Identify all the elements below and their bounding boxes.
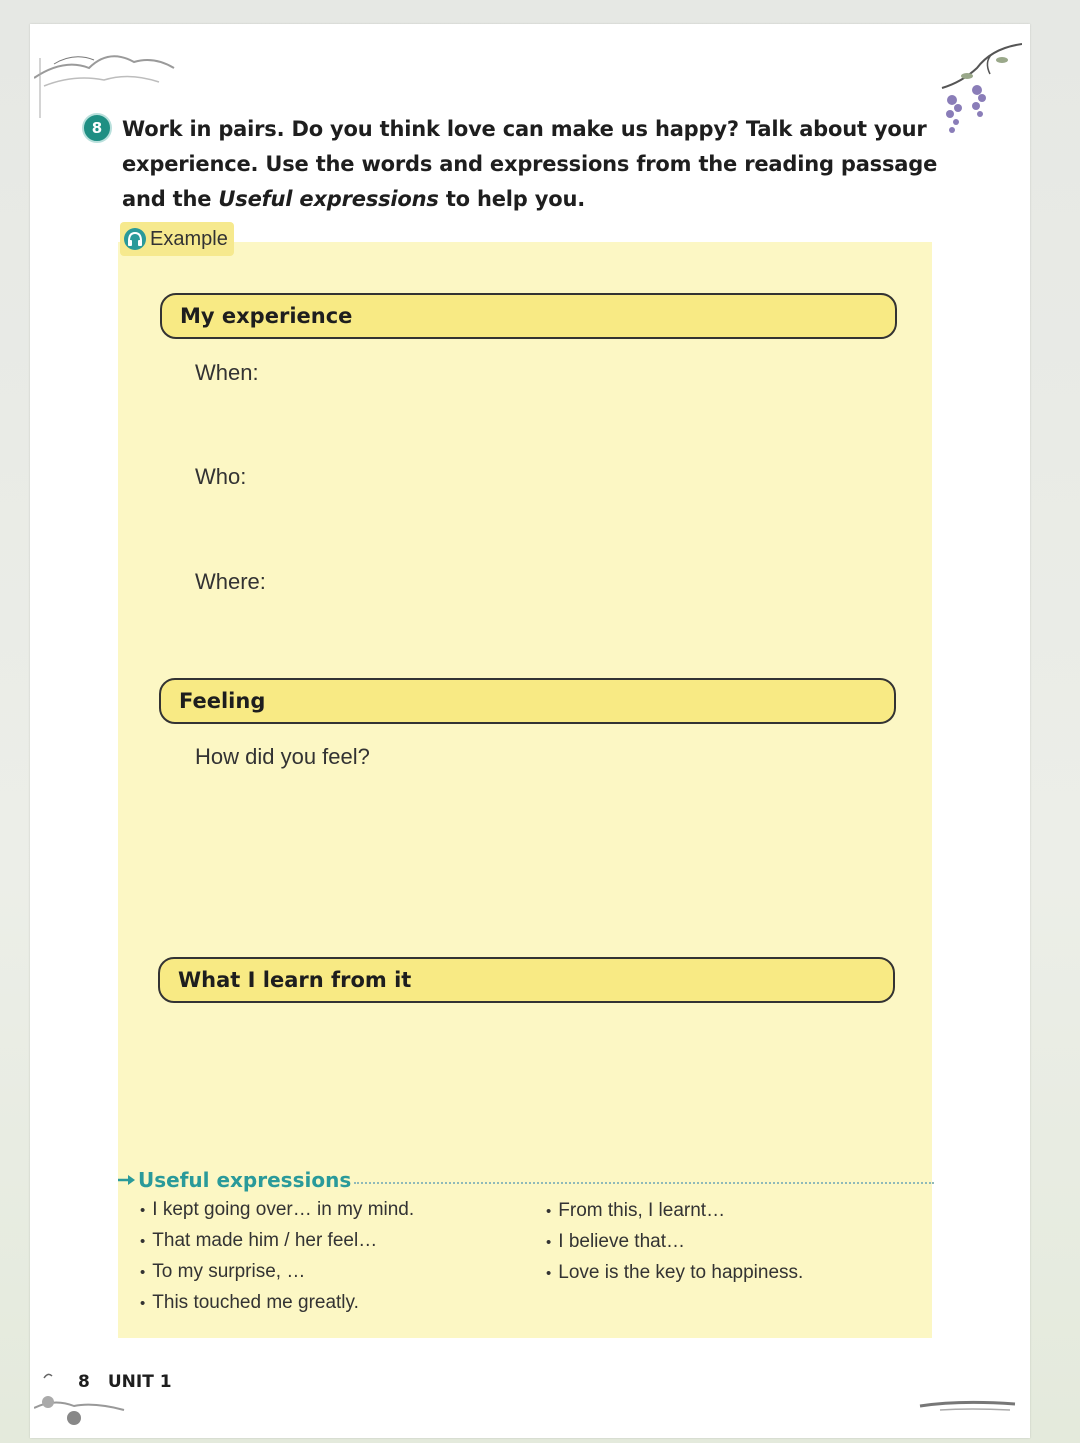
expressions-right-list	[546, 1195, 803, 1288]
expression-item: • That made him / her feel…	[140, 1225, 414, 1256]
expression-item: • I kept going over… in my mind.	[140, 1194, 414, 1225]
expression-item: • Love is the key to happiness.	[546, 1257, 803, 1288]
feeling-prompt: How did you feel?	[195, 744, 370, 769]
my-experience-header	[160, 293, 897, 339]
my-experience-title: My experience	[180, 304, 353, 328]
example-tag	[120, 222, 234, 256]
page-number: 8	[78, 1372, 90, 1392]
expression-item: • To my surprise, …	[140, 1256, 414, 1287]
feeling-header	[159, 678, 896, 724]
ink-stroke-decoration	[910, 1390, 1020, 1420]
useful-expressions-title: Useful expressions	[138, 1168, 352, 1192]
feeling-title: Feeling	[179, 689, 266, 713]
useful-expressions-heading	[118, 1168, 351, 1192]
instruction-italic: Useful expressions	[218, 187, 439, 211]
when-prompt: When:	[195, 360, 259, 385]
expression-item: • From this, I learnt…	[546, 1195, 803, 1226]
who-prompt: Who:	[195, 464, 247, 489]
headphones-icon	[124, 228, 146, 250]
example-label: Example	[150, 227, 228, 250]
task-number-badge	[82, 113, 112, 143]
expression-item: • This touched me greatly.	[140, 1287, 414, 1318]
what-i-learn-title: What I learn from it	[178, 968, 412, 992]
expression-item: • I believe that…	[546, 1226, 803, 1257]
page-footer	[78, 1372, 172, 1392]
arrow-right-icon	[118, 1174, 136, 1186]
instruction-end: to help you.	[438, 187, 585, 211]
instruction-text: Work in pairs. Do you think love can make us happy? Talk about your experience. Use the words and expressions from the reading passage and the	[122, 117, 938, 211]
where-prompt: Where:	[195, 569, 266, 594]
unit-label: UNIT 1	[107, 1372, 172, 1392]
dotted-divider	[354, 1182, 934, 1184]
what-i-learn-header	[158, 957, 895, 1003]
task-number: 8	[91, 119, 103, 137]
task-instruction	[122, 112, 942, 217]
ink-mountain-decoration	[34, 38, 184, 118]
expressions-left-list	[140, 1194, 414, 1318]
